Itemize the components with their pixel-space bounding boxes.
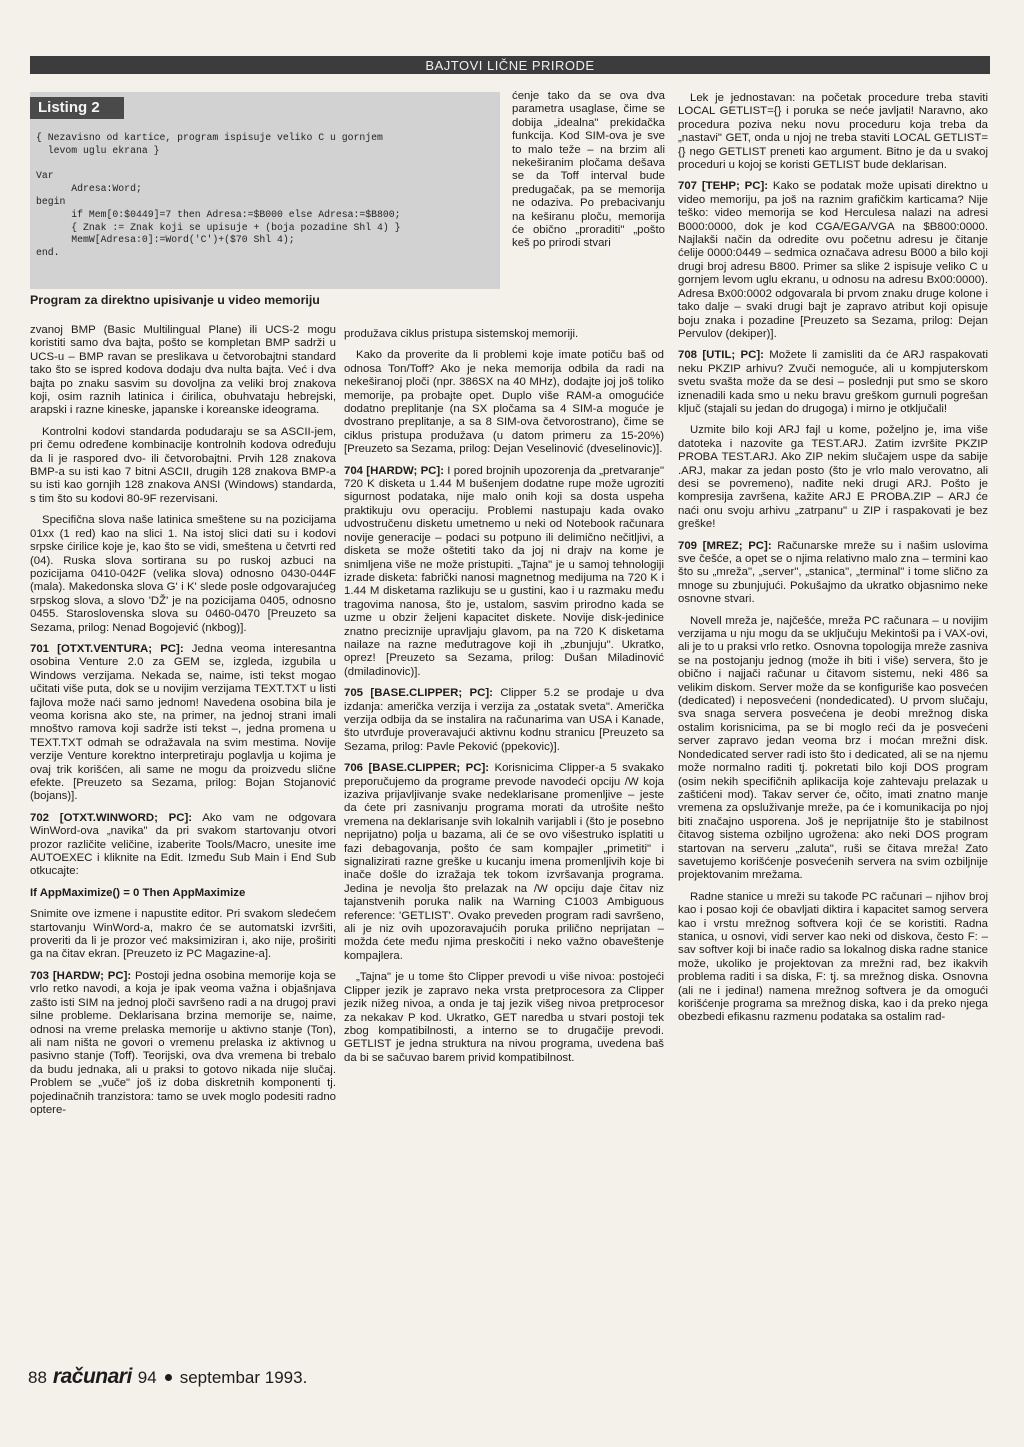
magazine-logo: računari [52, 1365, 132, 1388]
code-line: { Nezavisno od kartice, program ispisuje veliko C u gornjem [36, 132, 383, 143]
paragraph: zvanoj BMP (Basic Multilingual Plane) ili UCS-2 mogu koristiti samo dva bajta, pošto se kompletan BMP sadrži u UCS-u – BMP ravan se preslikava u četvorobajtni standard tako što se ispred kodova dodaju dva nulta bajta. Već i dva bajta po znaku sasvim su dovoljna za veliki broj znakova koji, osim raznih latinica i ćirilica, obuhvataju hebrejski, arapski i razne kineske, japanske i koreanske ideograma. [30, 324, 336, 417]
page-number: 88 [28, 1368, 47, 1387]
tip-body: I pored brojnih upozorenja da „pretvaranje" 720 K disketa u 1.44 M bušenjem dodatne rupe može ugroziti sigurnost podataka, nije malo onih koji sa dosta uspeha praktikuju ovu operaciju. Problemi nastupaju kada ovako udvostručenu disketu umetnemo u neki od Notebook računara novije generacije – podaci su potpuno ili delimično nečitljivi, a disketa se može oštetiti tako da joj ni drajv na kome je snimljena više ne može pristupiti. „Tajna" je u samoj tehnologiji izrade disketa: fabrički nanosi magnetnog medijuma na 720 K i 1.44 M disketama razlikuju se u gustini, kao i u razmaku među tragovima nanosa, što je, ustalom, sasvim prirodno kada se uzme u obzir željeni kapacitet diskete. Novije disk-jedinice znatno preciznije upravljaju glavom, pa na 720 K disketama nailaze na razne međutragove koji ih „zbunjuju". Ukratko, oprez! [Preuzeto sa Sezama, prilog: Dušan Miladinović (dmiladinovic)]. [344, 464, 664, 678]
tip-body: Korisnicima Clipper-a 5 svakako preporučujemo da programe prevode navodeći opciju /W koja izaziva prijavljivanje svake nedeklarisane promenljive – jeste da ćete pri zasnivanju programa morati da utrošite nešto vremena na deklarisanje svih lokalnih varijabli i (što je posebno nepriјatno) polja u bazama, ali će se ovo višestruko isplatiti u fazi debagovanja, pošto će sam kompajler „primetiti" i signalizirati razne greške u kucanju imena promenljivih koje bi inače došle do izražaja tek tokom izvršavanja programa. Jedina je nevolja što prelazak na /W opciju daje čitav niz tajanstvenih poruka nalik na Warning C1003 Ambiguous reference: 'GETLIST'. Ovako preveden program radi savršeno, ali je niz ovih upozoravajućih poruka prilično neprijatan – možda ćete među njima preskočiti i neko važno obaveštenje kompajlera. [344, 762, 664, 962]
tip-heading: 703 [HARDW; PC]: [30, 969, 132, 982]
column-middle-top [512, 90, 665, 328]
section-title: BAJTOVI LIČNE PRIRODE [425, 57, 595, 73]
tip-heading: 709 [MREZ; PC]: [678, 539, 772, 552]
issue-number: 94 [137, 1368, 157, 1387]
tip-paragraph [344, 762, 664, 963]
paragraph: Radne stanice u mreži su takođe PC računari – njihov broj kao i posao koji će obavljati diktira i kapacitet samog servera kao i vrstu mrežnog softvera koji će se koristiti. Radna stanica, u osnovi, vidi server kao neki od diskova, često F: – sav softver koji bi inače radio sa lokalnog diska radne stanice može, ukoliko je projektovan za mrežni rad, bez ikakvih problema raditi i sa diska, F: tj. sa mrežnog diska. Osnovna (ali ne i jedina!) namena mrežnog softvera je da omogući korišćenje programa sa mrežnog diska, kao i da preko njega obezbedi efikasnu razmenu podataka sa ostalim rad- [678, 890, 988, 1024]
paragraph: Snimite ove izmene i napustite editor. Pri svakom sledećem startovanju WinWord-a, makro će se automatski izvršiti, proveriti da li je prozor već maksimiziran i, ako nije, proširiti ga na čitav ekran. [Preuzeto iz PC Magazine-a]. [30, 908, 336, 961]
page-footer [28, 1365, 307, 1395]
tip-paragraph [344, 687, 664, 754]
issue-date: septembar 1993. [179, 1368, 308, 1387]
listing-caption: Program za direktno upisivanje u video memoriju [30, 293, 320, 307]
tip-paragraph [30, 812, 336, 879]
paragraph: Kako da proverite da li problemi koje imate potiču baš od odnosa Ton/Toff? Ako je neka memorija odbila da radi na nekeširanoj ploči (npr. 386SX na 40 MHz), dodajte joj još toliko memorije, pa probajte opet. Duplo više RAM-a omogućiće dodatno preplitanje (na SX pločama sa 4 SIM-a moguće je dvostrano preplitanje, a sa 8 SIM-ova četvorostrano), čime se ciklus pristupa produžava (u datom primeru za 15-20%) [Preuzeto sa Sezama, prilog: Dejan Veselinović (dveselinovic)]. [344, 349, 664, 456]
tip-heading: 701 [OTXT.VENTURA; PC]: [30, 642, 184, 655]
tip-body: Kako se podatak može upisati direktno u video memoriju, pa još na raznim grafičkim karticama? Nije teško: video memorija se kod Herculesa nalazi na adresi B000:0000, dok je kod CGA/EGA/VGA na $B800:0000. Najlakši način da odredite ovu početnu adresu je čitanje ćelije 0000:0449 – sedmica označava adresu B000 a bilo koji drugi broj adresu B800. Primer sa slike 2 ispisuje veliko C u gornjem levom uglu ekranu, u odnosu na adresu Bx00:0000). Adresa Bx00:0002 odgovarala bi prvom znaku druge kolone i tako dalje – svaki drugi bajt je zapravo atribut koji opisuje boju znaka i pozadine [Preuzeto sa Sezama, prilog: Dejan Pervulov (dekiper)]. [678, 180, 988, 340]
column-left [30, 324, 336, 1374]
listing-tab: Listing 2 [30, 97, 124, 119]
tip-body: Računarske mreže su i našim uslovima sve češće, a opet se o njima relativno malo zna – termini kao što su „mreža", „server", „stanica", „terminal" i tome slično za mnoge su zbunjujući. Pokušajmo da ukratko objasnimo neke osnovne stvari. [678, 539, 988, 606]
tip-heading: 702 [OTXT.WINWORD; PC]: [30, 811, 193, 824]
tip-body: Možete li zamisliti da će ARJ raspakovati neku PKZIP arhivu? Zvuči nemoguće, ali u kompjuterskom svetu svašta može da se desi – poslednji put smo se skoro iznenadili kada smo u neku bravu greškom gurnuli pogrešan ključ (stajali su jedan do drugoga) i mirno je otključali! [678, 349, 988, 415]
tip-paragraph [678, 180, 988, 341]
paragraph: Novell mreža je, najčešće, mreža PC računara – u novijim verzijama u nju mogu da se uključuju Mekintoši pa i VAX-ovi, ali je to u praksi vrlo retko. Osnovna topologija mreže zasniva se na postojanju jednog (može ih biti i više) servera, što je obično i najjači računar u čitavom sistemu, neki 486 sa velikim diskom. Server može da se konfiguriše kao posvećen (dedicated) i neposvećeni (nondedicated). U prvom slučaju, sva snaga servera posvećena je deobi mrežnog diska ostalim korisnicima, pa se bi moglo reći da je posvećeni server zapravo jedan veoma brz i moćan mrežni disk. Nondedicated server radi isto što i dedicated, ali se na njemu može normalno raditi tj. pokretati bilo koji DOS program (osim nekih specifičnih aplikacija koje zahtevaju prelazak u zaštićeni mod). Takav server će, očito, imati znatno manje vremena za opsluživanje mreže, pa će i komunikacija po njoj biti značajno usporena. Još je neprijatnije što je stabilnost čitavog sistema ozbiljno ugrožena: ako neki DOS program startovan na serveru „zaluta", ruši se čitava mreža! Zato savetujemo korišćenje posvećenih servera na svim ozbiljnije projektovanim mrežama. [678, 614, 988, 882]
paragraph: Specifična slova naše latinica smeštene su na pozicijama 01xx (1 red) kao na slici 1. Na istoj slici dati su i kodovi srpske ćirilice koje je, kao što se vidi, smeštena u četvrti red (04). Ruska slova sortirana su po ruskoj azbuci na pozicijama 0410-042F (velika slova) odnosno 0430-044F (mala). Makedonska slova G' i K' slede posle odgovarajućeg srpskog slova, a slovo 'DŽ' je na pozicijama 0405, odnosno 0455. Staroslovenska slova su 0460-0470 [Preuzeto sa Sezama, prilog: Nenad Bogojević (nkbog)]. [30, 514, 336, 634]
code-line: Adresa:Word; [36, 183, 142, 195]
bullet-separator-icon [165, 1374, 172, 1381]
paragraph: produžava ciklus pristupa sistemskoj memoriji. [344, 328, 579, 340]
code-line: MemW[Adresa:0]:=Word('C')+($70 Shl 4); [36, 234, 295, 246]
paragraph: Lek je jednostavan: na početak procedure treba staviti LOCAL GETLIST={} i poruka se neće javljati! Naravno, ako procedura poziva neku novu proceduru koja treba da „nastavi" GET, onda u njoj ne treba staviti LOCAL GETLIST={} nego GETLIST preneti kao argument. Bitno je da u svakoj proceduri u kojoj se koristi GETLIST bude deklarisan. [678, 92, 988, 172]
tip-paragraph [30, 643, 336, 804]
code-line: Var [36, 170, 54, 182]
tip-paragraph [344, 465, 664, 680]
tip-heading: 704 [HARDW; PC]: [344, 464, 444, 477]
code-line: levom uglu ekrana } [36, 144, 160, 156]
tip-heading: 706 [BASE.CLIPPER; PC]: [344, 762, 490, 775]
tip-body: Jedna veoma interesantna osobina Venture 2.0 za GEM se, izgleda, izgubila u Windows verzijama. Nekada se, naime, isti tekst mogao učitati više puta, dok se u novijim verzijama TEXT.TXT u listi fajlova može naći samo jednom! Navedena osobina bila je veoma korisna ako ste, na primer, na jednoj strani imali mnoštvo ramova koji sadrže isti tekst –, jedna promena u TEXT.TXT odmah se odražavala na svim mestima. Novije verzije Venture korektno interpretiraju poglavlja u kojima je ovaj trik korišćen, ali same ne mogu da proizvedu slične efekte. [Preuzeto sa Sezama, prilog: Bojan Stojanović (bojans)]. [30, 642, 336, 803]
tip-paragraph [678, 349, 988, 416]
tip-heading: 707 [TEHP; PC]: [678, 180, 769, 193]
code-line: { Znak := Znak koji se upisuje + (boja pozadine Shl 4) } [36, 221, 401, 233]
code-sample: If AppMaximize() = 0 Then AppMaximize [30, 886, 246, 899]
column-right [678, 92, 988, 1387]
tip-body: Clipper 5.2 se prodaje u dva izdanja: američka verzija i verzija za „ostatak sveta". Američka verzija odbija da se instalira na računarima van USA i Kanade, što utvrđuje proveravajući aktivnu kodnu stranicu [Preuzeto sa Sezama, prilog: Pavle Peković (ppekovic)]. [344, 687, 664, 753]
tip-heading: 708 [UTIL; PC]: [678, 349, 764, 362]
listing-code [36, 132, 496, 260]
code-line: end. [36, 247, 60, 259]
paragraph: Uzmite bilo koji ARJ fajl u kome, poželjno je, ima više datoteka i nazovite ga TEST.ARJ. Zatim izvršite PKZIP PROBA TEST.ARJ. Ako ZIP nekim slučajem uspe da sabije .ARJ, makar za jedan posto (što je vrlo malo verovatno, ali desi se povremeno), nađite neki drugi ARJ. Pošto je kompresija završena, kažite ARJ E PROBA.ZIP – ARJ će naći onu svoju arhivu „zatrpanu" u ZIP i raspakovati je bez greške! [678, 424, 988, 531]
code-line: begin [36, 195, 66, 207]
tip-body: Postoji jedna osobina memorije koja se vrlo retko navodi, a koja je ipak veoma važna i objašnjava zašto isti SIM na jednoj ploči savršeno radi a na drugoj pravi silne probleme. Deklarisana brzina memorije se, naime, odnosi na vreme prelaska memorije u aktivno stanje (Ton), ali nam ništa ne govori o vremenu prelaska iz aktivnog u pasivno stanje (Toff). Teorijski, ova dva vremena bi trebalo da budu jednaka, ali u praksi to gotovo nikada nije slučaj. Problem se „vuče" još iz doba diskretnih komponenti tj. pojedinačnih tranzistora: tamo se uvek moglo podesiti radno optere- [30, 969, 336, 1116]
paragraph: „Tajna" je u tome što Clipper prevodi u više nivoa: postojeći Clipper jezik je zapravo neka vrsta pretprocesora za Clipper jezik nižeg nivoa, a onda je taj jezik višeg nivoa pretprocesor za nekakav P kod. Ukratko, GET naredba u stvari postoji tek zbog kompatibilnosti, a interno se to drugačije prevodi. GETLIST je jedna struktura na nivou programa, uvedena baš da bi se sačuvao barem privid kompatibilnost. [344, 971, 664, 1064]
code-line: if Mem[0:$0449]=7 then Adresa:=$B000 else Adresa:=$B800; [36, 208, 401, 220]
tip-heading: 705 [BASE.CLIPPER; PC]: [344, 687, 493, 700]
tip-paragraph [30, 970, 336, 1117]
column-middle [344, 328, 664, 1378]
tip-body: Ako vam ne odgovara WinWord-ova „navika" da pri svakom startovanju otvori prozor različite veličine, izaberite Tools/Macro, unesite ime AUTOEXEC i kliknite na Edit. Između Sub Main i End Sub otkucajte: [30, 811, 336, 878]
section-header-bar [30, 56, 990, 74]
listing-box [30, 92, 500, 289]
paragraph: ćenje tako da se ova dva parametra usaglase, čime se dobija „idealna" prekidačka funkcija. Kod SIM-ova je sve to malo teže – na brzim ali nekeširanim pločama dešava se da Toff interval bude predugačak, pa se memorija ne odaziva. Po prebacivanju na keširanu ploču, memorija će obično „proraditi" „pošto keš po prirodi stvari [512, 90, 665, 250]
tip-paragraph [678, 540, 988, 607]
paragraph: Kontrolni kodovi standarda podudaraju se sa ASCII-jem, pri čemu određene kombinacije kontrolnih kodova određuju da li je raspored dvo- ili četvorobajtni. Prvih 128 znakova BMP-a su isti kao 7 bitni ASCII, drugih 128 znakova BMP-a su isti kao gornjih 128 znakova ANSI (Windows) standarda, s tim što su kodovi 80-9F rezervisani. [30, 425, 336, 505]
